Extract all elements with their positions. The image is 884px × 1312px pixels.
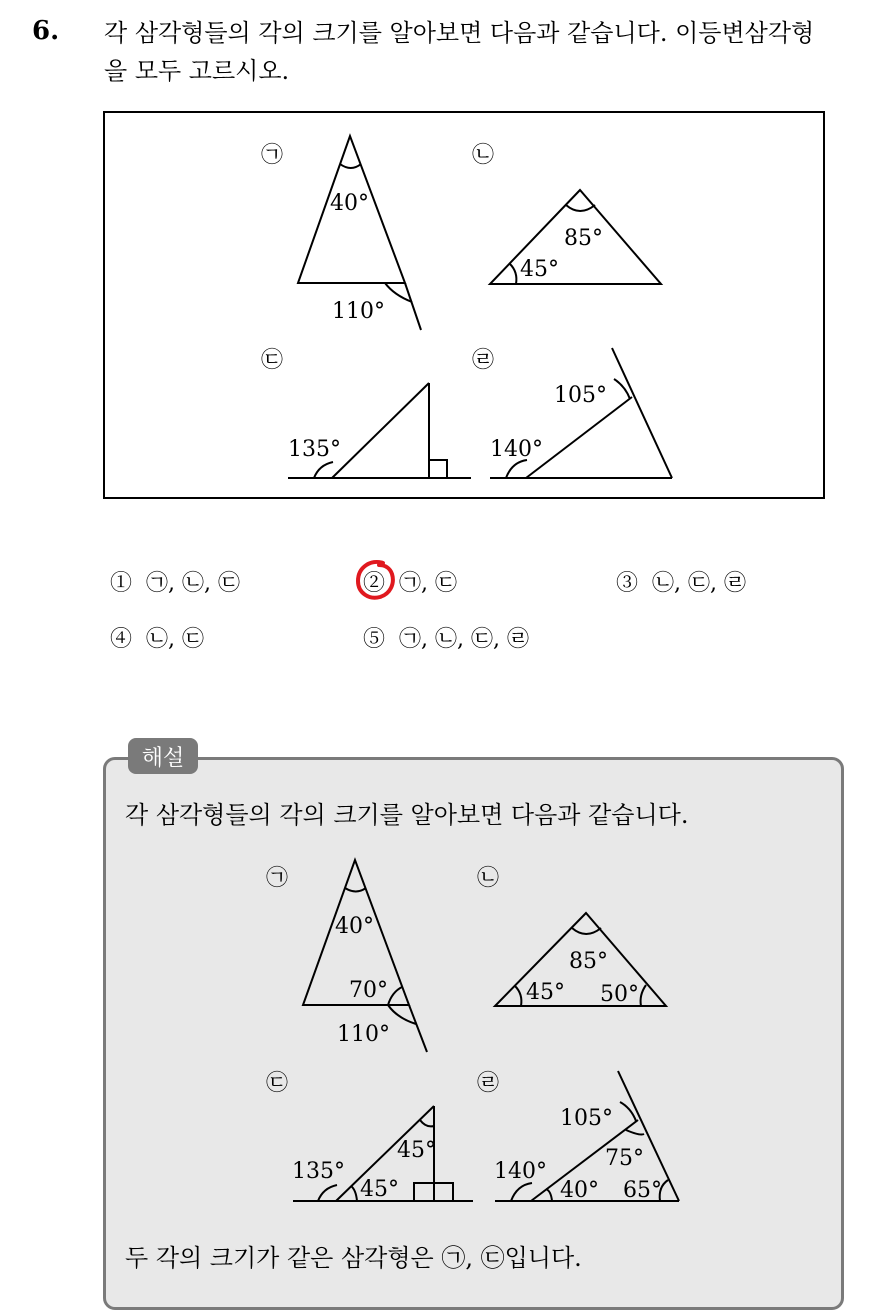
question-text-line1: 각 삼각형들의 각의 크기를 알아보면 다음과 같습니다. 이등변삼각형 xyxy=(104,19,815,47)
answer-mark-circle-icon xyxy=(353,557,399,603)
triangle-b-angle-left: 45° xyxy=(520,257,559,282)
expl-triangle-c-angle-top: 45° xyxy=(397,1138,436,1163)
choice-1-text: ㉠, ㉡, ㉢ xyxy=(146,571,240,596)
choice-4-number: ④ xyxy=(110,627,133,652)
choice-2-number: ② xyxy=(363,571,386,596)
expl-triangle-a-angle-top: 40° xyxy=(335,914,374,939)
choice-3-number: ③ xyxy=(616,571,639,596)
explanation-badge: 해설 xyxy=(128,738,198,774)
choice-2-text: ㉠, ㉢ xyxy=(399,571,458,596)
triangle-c-angle-exterior: 135° xyxy=(288,437,341,462)
choice-4[interactable] xyxy=(110,622,204,653)
triangle-a-angle-exterior: 110° xyxy=(332,299,385,324)
choice-1[interactable] xyxy=(110,566,240,597)
choice-3-text: ㉡, ㉢, ㉣ xyxy=(652,571,746,596)
explanation-conclusion: 두 각의 크기가 같은 삼각형은 ㉠, ㉢입니다. xyxy=(125,1244,582,1272)
expl-triangle-d-label: ㉣ xyxy=(477,1071,500,1096)
explanation-intro: 각 삼각형들의 각의 크기를 알아보면 다음과 같습니다. xyxy=(125,801,689,829)
question-figure xyxy=(103,111,825,499)
expl-triangle-d-angle-exterior: 140° xyxy=(494,1159,547,1184)
choice-3[interactable] xyxy=(616,566,746,597)
expl-triangle-d-angle-top: 105° xyxy=(560,1106,613,1131)
question-text xyxy=(104,14,864,90)
expl-triangle-a-label: ㉠ xyxy=(266,866,289,891)
expl-triangle-c-angle-exterior: 135° xyxy=(292,1159,345,1184)
triangle-b-angle-top: 85° xyxy=(564,226,603,251)
triangle-d-angle-top: 105° xyxy=(554,383,607,408)
expl-triangle-a-angle-exterior: 110° xyxy=(337,1022,390,1047)
expl-triangle-b-angle-right: 50° xyxy=(600,982,639,1007)
choice-1-number: ① xyxy=(110,571,133,596)
expl-triangle-d-angle-right: 65° xyxy=(623,1178,662,1203)
triangle-a-angle-top: 40° xyxy=(330,191,369,216)
triangle-figure-svg xyxy=(105,113,825,499)
question-text-line2: 을 모두 고르시오. xyxy=(104,57,290,85)
explanation-figure-svg xyxy=(250,845,700,1220)
triangle-d-angle-exterior: 140° xyxy=(490,437,543,462)
triangle-d-label: ㉣ xyxy=(472,348,495,373)
expl-triangle-d-angle-left: 40° xyxy=(560,1178,599,1203)
choice-5-number: ⑤ xyxy=(363,627,386,652)
choice-4-text: ㉡, ㉢ xyxy=(146,627,205,652)
triangle-a-label: ㉠ xyxy=(261,143,284,168)
choice-5-text: ㉠, ㉡, ㉢, ㉣ xyxy=(399,627,529,652)
choice-5[interactable] xyxy=(363,622,529,653)
triangle-b-label: ㉡ xyxy=(472,143,495,168)
expl-triangle-b-angle-top: 85° xyxy=(569,949,608,974)
expl-triangle-b-label: ㉡ xyxy=(477,866,500,891)
question-number: 6. xyxy=(32,16,60,46)
expl-triangle-a-angle-right: 70° xyxy=(349,978,388,1003)
expl-triangle-c-angle-left: 45° xyxy=(360,1177,399,1202)
expl-triangle-c-label: ㉢ xyxy=(266,1071,289,1096)
expl-triangle-d-angle-interior-top: 75° xyxy=(605,1146,644,1171)
expl-triangle-b-angle-left: 45° xyxy=(526,980,565,1005)
triangle-c-label: ㉢ xyxy=(261,348,284,373)
